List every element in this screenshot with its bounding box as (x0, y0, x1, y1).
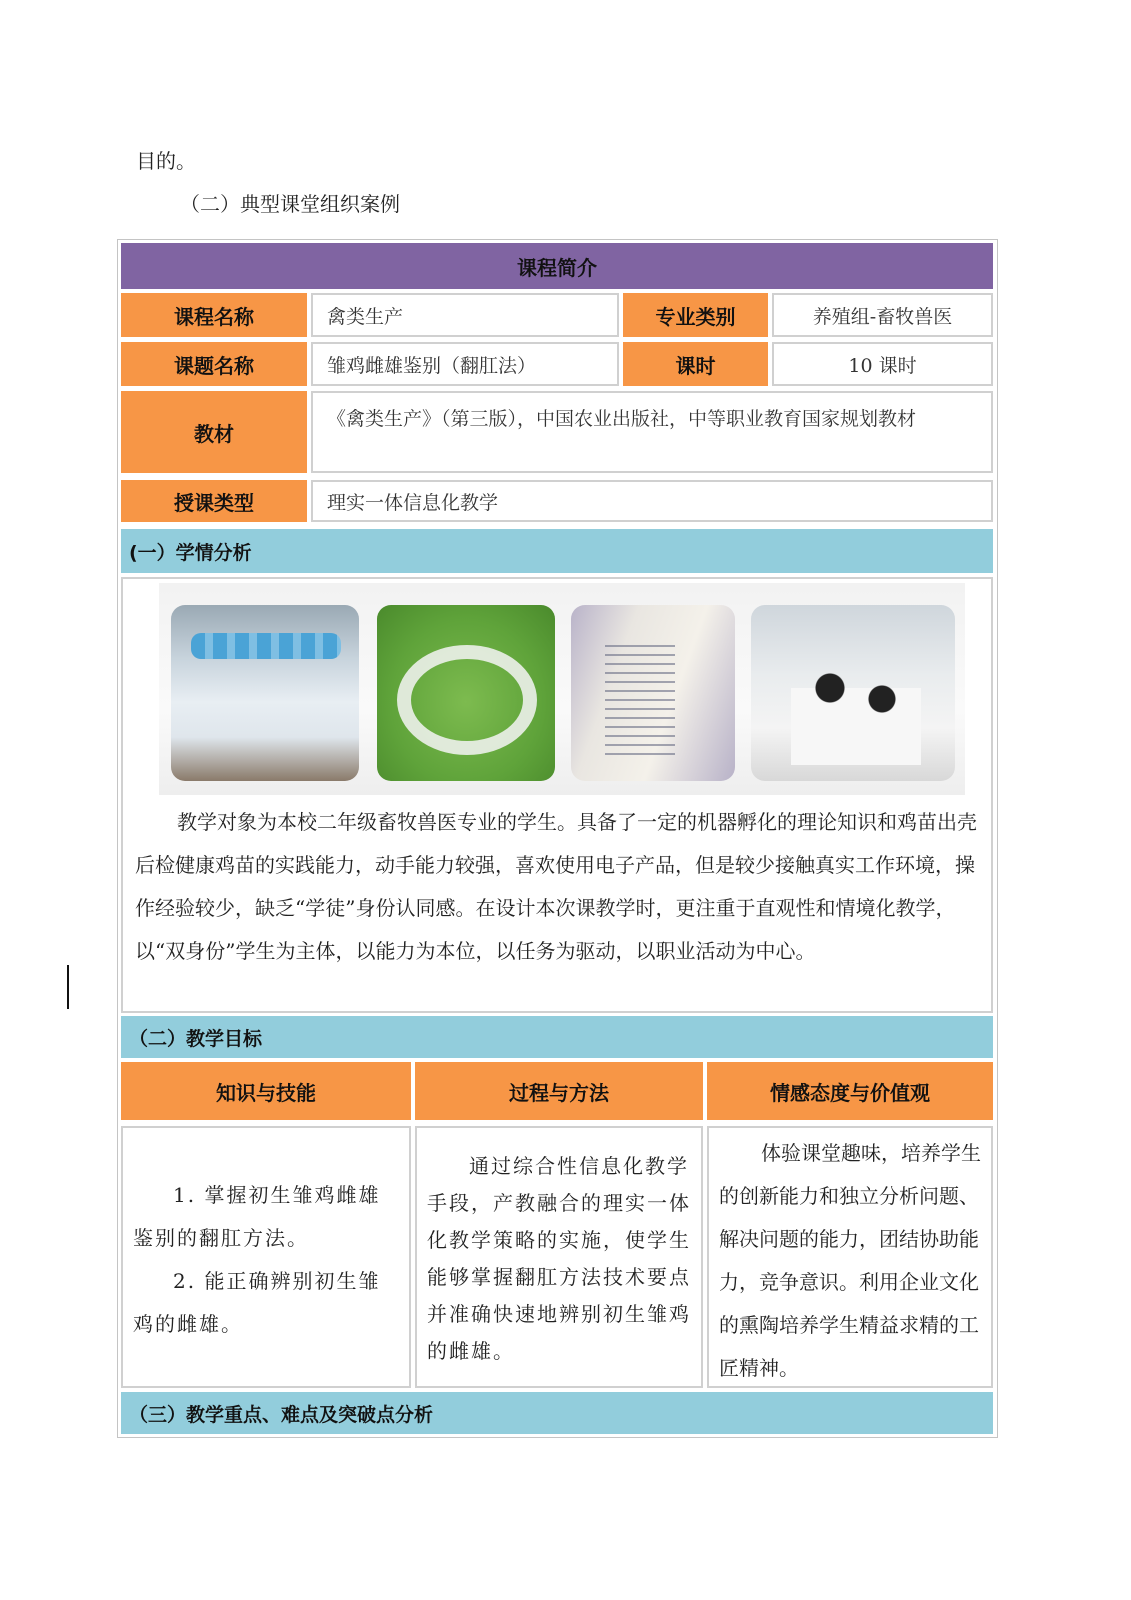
learner-analysis-header: (一）学情分析 (121, 529, 993, 573)
teaching-type-label: 授课类型 (121, 480, 307, 522)
objectives-col1-header: 知识与技能 (121, 1062, 411, 1120)
lab-students-photo (171, 605, 359, 781)
table-title: 课程简介 (121, 243, 993, 289)
key-points-header: （三）教学重点、难点及突破点分析 (121, 1392, 993, 1434)
notebook-photo (571, 605, 735, 781)
course-name-value: 禽类生产 (311, 293, 619, 337)
course-name-label: 课程名称 (121, 293, 307, 337)
objective-knowledge-1: 1. 掌握初生雏鸡雌雄鉴别的翻肛方法。 (133, 1183, 381, 1250)
objective-process-text: 通过综合性信息化教学手段，产教融合的理实一体化教学策略的实施，使学生能够掌握翻肛方法技术要点并准确快速地辨别初生雏鸡的雌雄。 (427, 1154, 691, 1363)
objectives-col2-header: 过程与方法 (415, 1062, 703, 1120)
previous-paragraph-tail: 目的。 (136, 149, 196, 173)
photo-strip (159, 583, 965, 795)
class-hours-value: 10 课时 (772, 342, 993, 386)
class-hours-label: 课时 (623, 342, 768, 386)
objective-knowledge-2: 2. 能正确辨别初生雏鸡的雌雄。 (133, 1269, 381, 1336)
objectives-header: （二）教学目标 (121, 1016, 993, 1058)
teaching-type-value: 理实一体信息化教学 (311, 480, 993, 522)
major-category-value: 养殖组-畜牧兽医 (772, 293, 993, 337)
objectives-col2-content (415, 1126, 703, 1388)
textbook-label: 教材 (121, 391, 307, 473)
course-intro-table (117, 239, 998, 1438)
learner-analysis-box (121, 577, 993, 1013)
learner-analysis-paragraph: 教学对象为本校二年级畜牧兽医专业的学生。具备了一定的机器孵化的理论知识和鸡苗出壳后检健康鸡苗的实践能力，动手能力较强，喜欢使用电子产品，但是较少接触真实工作环境，操作经验较少，缺乏“学徒”身份认同感。在设计本次课教学时，更注重于直观性和情境化教学，以“双身份”学生为主体，以能力为本位，以任务为驱动，以职业活动为中心。 (135, 810, 977, 963)
major-category-label: 专业类别 (623, 293, 768, 337)
students-examining-photo (751, 605, 955, 781)
text-cursor (67, 965, 69, 1009)
textbook-value: 《禽类生产》（第三版），中国农业出版社，中等职业教育国家规划教材 (311, 391, 993, 473)
section-heading: （二）典型课堂组织案例 (180, 192, 400, 216)
objective-attitude-text: 体验课堂趣味，培养学生的创新能力和独立分析问题、解决问题的能力，团结协助能力，竞争意识。利用企业文化的熏陶培养学生精益求精的工匠精神。 (719, 1141, 981, 1380)
objectives-col3-content (707, 1126, 993, 1388)
topic-name-label: 课题名称 (121, 342, 307, 386)
students-on-grass-photo (377, 605, 555, 781)
objectives-col3-header: 情感态度与价值观 (707, 1062, 993, 1120)
objectives-col1-content (121, 1126, 411, 1388)
topic-name-value: 雏鸡雌雄鉴别（翻肛法） (311, 342, 619, 386)
